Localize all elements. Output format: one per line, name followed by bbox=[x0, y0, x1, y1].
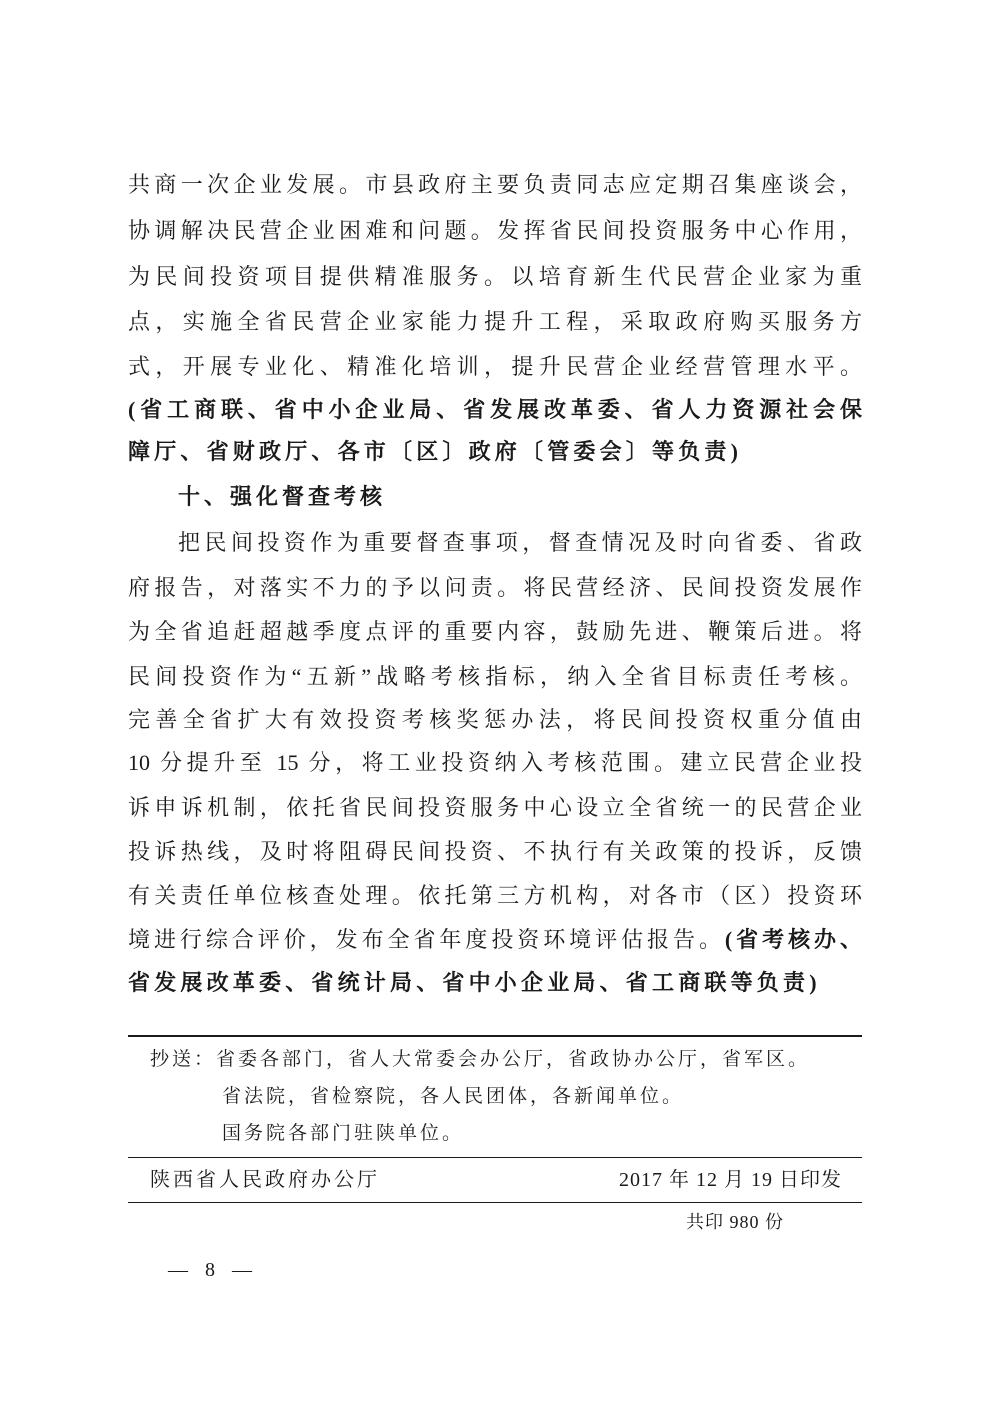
body-line: 点，实施全省民营企业家能力提升工程，采取政府购买服务方 bbox=[128, 309, 862, 334]
copies-count: 共印 980 份 bbox=[686, 1212, 784, 1232]
body-text: 境进行综合评价，发布全省年度投资环境评估报告。 bbox=[128, 927, 725, 952]
divider bbox=[128, 1202, 862, 1203]
cc-recipients: 省委各部门，省人大常委会办公厅，省政协办公厅，省军区。 bbox=[216, 1049, 811, 1070]
body-line: 民间投资作为“五新”战略考核指标，纳入全省目标责任考核。 bbox=[128, 664, 862, 689]
responsible-units-line: 省发展改革委、省统计局、省中小企业局、省工商联等负责) bbox=[128, 970, 821, 995]
page-number: — 8 — bbox=[168, 1259, 258, 1281]
body-line: 为全省追赶超越季度点评的重要内容，鼓励先进、鞭策后进。将 bbox=[128, 619, 862, 644]
body-line: 为民间投资项目提供精准服务。以培育新生代民营企业家为重 bbox=[128, 264, 862, 289]
body-line: 式，开展专业化、精准化培训，提升民营企业经营管理水平。 bbox=[128, 354, 862, 379]
body-line bbox=[128, 926, 862, 954]
cc-line bbox=[150, 1046, 810, 1074]
body-line: 把民间投资作为重要督查事项，督查情况及时向省委、省政 bbox=[178, 530, 862, 555]
responsible-units-line: (省工商联、省中小企业局、省发展改革委、省人力资源社会保 bbox=[128, 397, 862, 422]
cc-line: 国务院各部门驻陕单位。 bbox=[222, 1123, 465, 1144]
body-line: 协调解决民营企业困难和问题。发挥省民间投资服务中心作用， bbox=[128, 218, 862, 243]
section-heading: 十、强化督查考核 bbox=[178, 484, 387, 509]
cc-line: 省法院，省检察院，各人民团体，各新闻单位。 bbox=[222, 1086, 685, 1107]
body-line: 投诉热线，及时将阻碍民间投资、不执行有关政策的投诉，反馈 bbox=[128, 839, 862, 864]
body-line: 完善全省扩大有效投资考核奖惩办法，将民间投资权重分值由 bbox=[128, 707, 862, 732]
responsible-units-line: 障厅、省财政厅、各市〔区〕政府〔管委会〕等负责) bbox=[128, 439, 743, 464]
responsible-units-text: (省考核办、 bbox=[724, 927, 862, 952]
body-line: 诉申诉机制，依托省民间投资服务中心设立全省统一的民营企业 bbox=[128, 795, 862, 820]
divider bbox=[128, 1157, 862, 1158]
issue-date: 2017 年 12 月 19 日印发 bbox=[619, 1169, 842, 1191]
body-line: 10 分提升至 15 分，将工业投资纳入考核范围。建立民营企业投 bbox=[128, 750, 862, 775]
issuer: 陕西省人民政府办公厅 bbox=[150, 1169, 380, 1191]
body-line: 有关责任单位核查处理。依托第三方机构，对各市（区）投资环 bbox=[128, 883, 862, 908]
cc-label: 抄送： bbox=[150, 1049, 217, 1070]
body-line: 共商一次企业发展。市县政府主要负责同志应定期召集座谈会， bbox=[128, 172, 862, 197]
body-line: 府报告，对落实不力的予以问责。将民营经济、民间投资发展作 bbox=[128, 575, 862, 600]
divider bbox=[128, 1035, 862, 1037]
